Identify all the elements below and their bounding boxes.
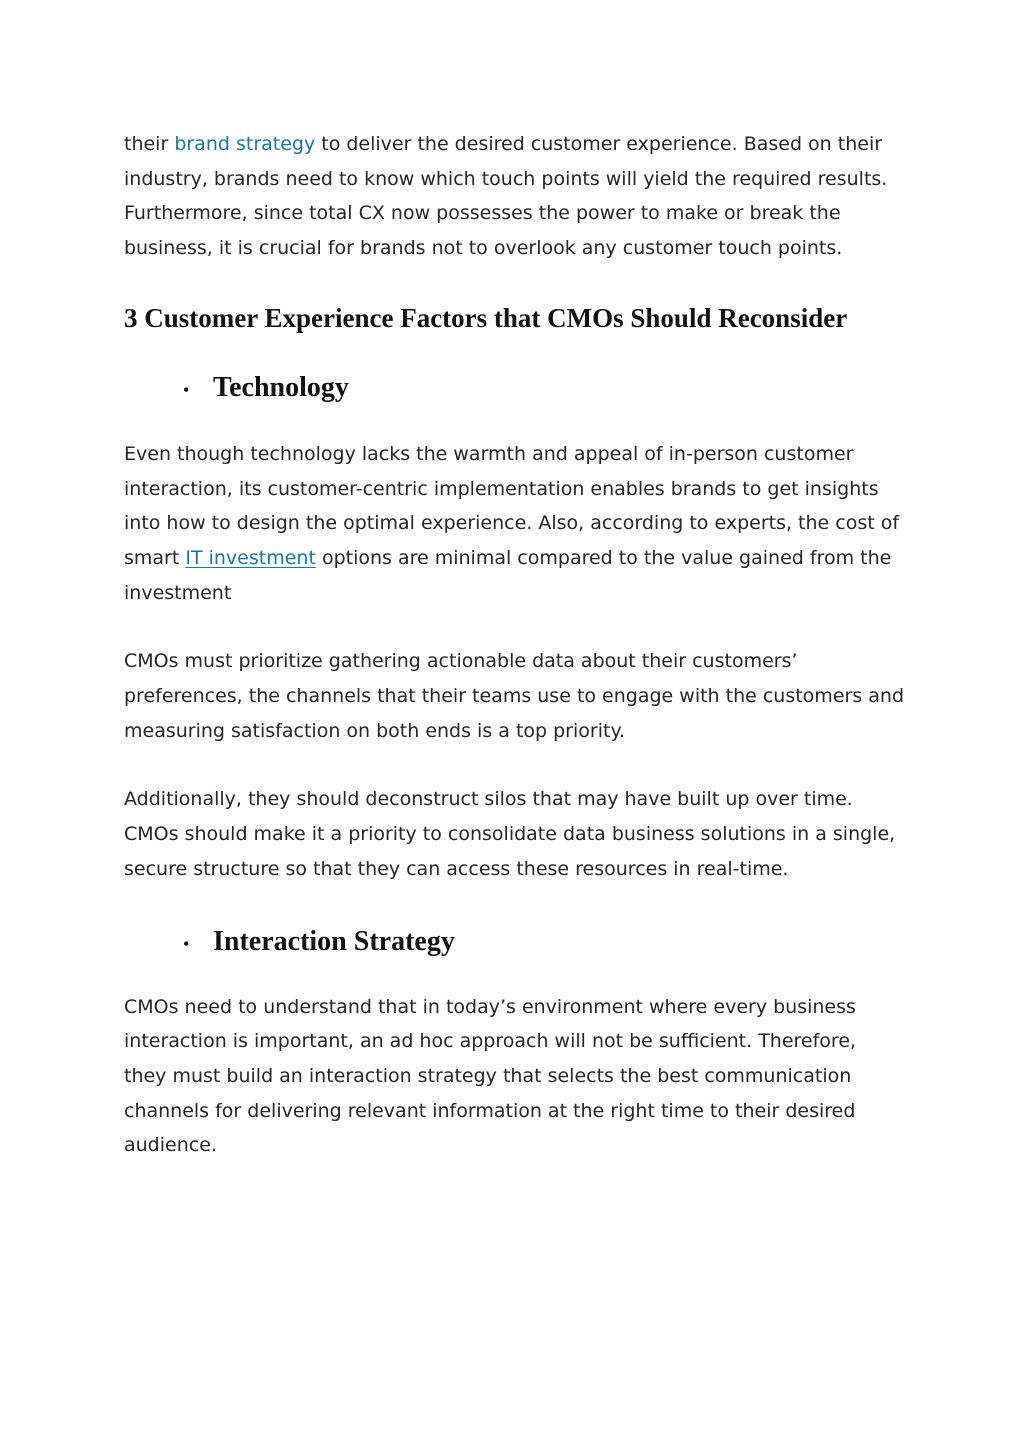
interaction-strategy-heading-text: Interaction Strategy	[213, 925, 455, 957]
technology-paragraph-3: Additionally, they should deconstruct silos that may have built up over time. CMOs should make it a priority to consolidate data business solutions in a single, secure structure so that they can access these resources in real-time.	[124, 788, 896, 880]
intro-paragraph	[124, 127, 904, 266]
brand-strategy-link[interactable]: brand strategy	[174, 133, 316, 155]
interaction-strategy-heading	[124, 926, 904, 958]
technology-paragraph-1	[124, 437, 904, 611]
section-title: 3 Customer Experience Factors that CMOs Should Reconsider	[124, 302, 848, 333]
bullet-icon: •	[183, 933, 190, 954]
intro-text-before-link: their	[124, 133, 175, 155]
it-investment-link[interactable]: IT investment	[185, 546, 316, 569]
interaction-paragraph-1: CMOs need to understand that in today’s environment where every business interaction is important, an ad hoc approach will not be sufficient. Therefore, they must build an interaction strategy that selects the best communication channels for delivering relevant information at the right time to their desired audience.	[124, 995, 857, 1157]
technology-p1-text-before-link: Even though technology lacks the warmth and appeal of in-person customer interaction, its customer-centric implementation enables brands to get insights into how to design the optimal experience. Also, according to experts, the cost of smart	[124, 442, 900, 569]
intro-text-after-link: to deliver the desired customer experience. Based on their industry, brands need to know which touch points will yield the required results. Furthermore, since total CX now possesses the power to make or break the business, it is crucial for brands not to overlook any customer touch points.	[124, 133, 888, 260]
bullet-icon: •	[183, 379, 190, 400]
technology-p1-text-after-link: options are minimal compared to the value gained from the investment	[124, 546, 892, 604]
technology-paragraph-2: CMOs must prioritize gathering actionable data about their customers’ preferences, the channels that their teams use to engage with the customers and measuring satisfaction on both ends is a top priority.	[124, 650, 905, 742]
document-page	[124, 127, 904, 1163]
technology-heading	[124, 372, 904, 404]
technology-heading-text: Technology	[213, 371, 349, 403]
